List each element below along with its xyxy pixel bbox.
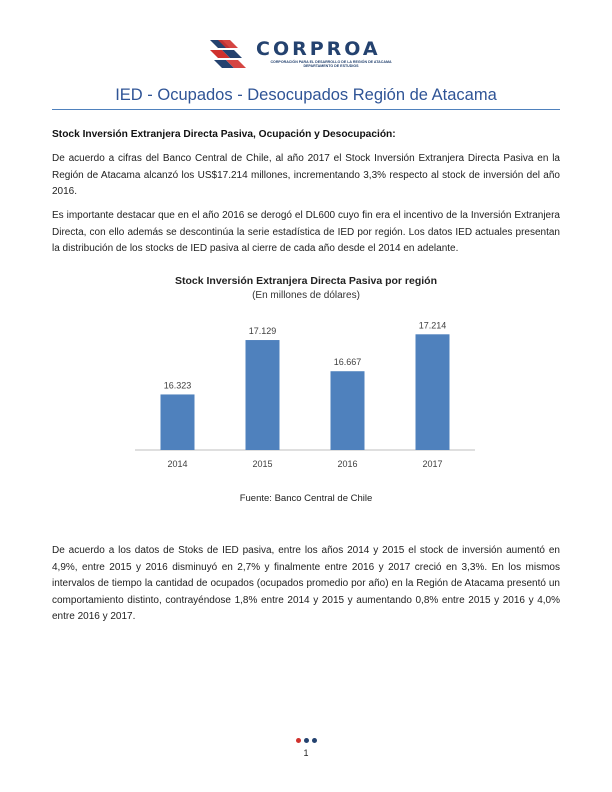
x-tick-2016: 2016: [337, 459, 358, 469]
data-label-2017: 17.214: [418, 320, 447, 331]
data-label-2014: 16.323: [163, 380, 192, 391]
x-tick-2015: 2015: [252, 459, 273, 469]
paragraph-1: De acuerdo a cifras del Banco Central de Chile, al año 2017 el Stock Inversión Extranjera Directa Pasiva en la Región de Atacama alcanzó los US$17.214 millones, incrementando 3,3% respecto al stock de inversión del año 2016.: [52, 153, 560, 197]
x-tick-2017: 2017: [422, 459, 443, 469]
corproa-logo: [208, 36, 408, 76]
footer-dot: [304, 738, 309, 743]
logo-wordmark: CORPROA: [256, 38, 381, 60]
data-label-2016: 16.667: [333, 357, 362, 368]
footer-dot: [312, 738, 317, 743]
data-label-2015: 17.129: [248, 326, 277, 337]
bar-2016: [331, 371, 365, 450]
document-title: IED - Ocupados - Desocupados Región de Atacama: [115, 86, 497, 104]
title-divider: [52, 109, 560, 110]
section-heading: Stock Inversión Extranjera Directa Pasiva, Ocupación y Desocupación:: [52, 129, 396, 140]
footer-dots-icon: [296, 738, 318, 746]
paragraph-2: Es importante destacar que en el año 2016 se derogó el DL600 cuyo fin era el incentivo de la Inversión Extranjera Directa, con ello además se descontinúa la serie estadística de IED por región. Los datos IED actuales presentan la distribución de los stocks de IED pasiva al cierre de cada año desde el 2014 en adelante.: [52, 210, 560, 254]
x-tick-2014: 2014: [167, 459, 188, 469]
ied-stock-bar-chart: [130, 305, 480, 475]
logo-arrows-icon: [208, 36, 254, 72]
footer-dot: [296, 738, 301, 743]
chart-source: Fuente: Banco Central de Chile: [239, 493, 373, 504]
bar-2015: [246, 340, 280, 450]
page-number: 1: [303, 748, 309, 758]
logo-subtitle: CORPORACIÓN PARA EL DESARROLLO DE LA REGIÓN DE ATACAMA DEPARTAMENTO DE ESTUDIOS: [270, 60, 392, 69]
bar-2014: [161, 394, 195, 450]
chart-subtitle: (En millones de dólares): [252, 290, 360, 301]
chart-title: Stock Inversión Extranjera Directa Pasiva por región: [174, 275, 438, 287]
paragraph-3: De acuerdo a los datos de Stoks de IED pasiva, entre los años 2014 y 2015 el stock de inversión aumentó en 4,9%, entre 2015 y 2016 disminuyó en 2,7% y finalmente entre 2016 y 2017 creció en 3,3%. En los mismos intervalos de tiempo la cantidad de ocupados (ocupados promedio por año) en la Región de Atacama presentó un comportamiento distinto, contrayéndose 1,8% entre 2014 y 2015 y aumentando 0,8% entre 2015 y 2016 y 4,0% entre 2016 y 2017.: [52, 545, 560, 622]
bar-2017: [416, 334, 450, 450]
